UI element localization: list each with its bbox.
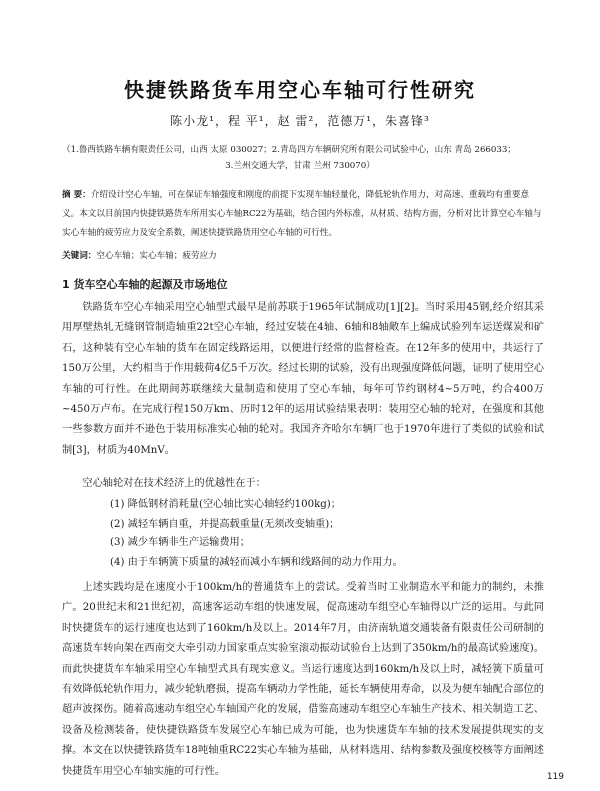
- affiliation-line-2: 3.兰州交通大学，甘肃 兰州 730070）: [225, 161, 375, 171]
- section-1-paragraph-2: 上述实践均是在速度小于100km/h的普通货车上的尝试。受着当时工业制造水平和能力的制约，未推广。20世纪末和21世纪初，高速客运动车组的快速发展，促高速动车组空心车轴得以广泛的运用。与此同时快捷货车的运行速度也达到了160km/h及以上。2014年7月，由济南轨道交通装备有限责任公司研制的高速货车转向架在西南交大牵引动力国家重点实验室滚动振动试验台上达到了350km/h的最高试验速度)。而此快捷货车车轴采用空心车轴型式具有现实意义。当运行速度达到160km/h及以上时，减轻簧下质量可有效降低轮轨作用力，减少轮轨磨损，提高车辆动力学性能，延长车辆使用寿命，以及为便车轴配合部位的超声波探伤。随着高速动车组空心车轴国产化的发展，借鉴高速动车组空心车轴生产技术、相关制造工艺、设备及检测装备，使快捷铁路货车发展空心车轴已成为可能，也为快速货车车轴的技术发展提供现实的支撑。本文在以快捷铁路货车18吨轴重RC22实心车轴为基础，从材料选用、结构参数及强度校核等方面阐述快捷货车用空心车轴实施的可行性。: [62, 582, 544, 777]
- advantage-list-item: (2) 减轻车辆自重，并提高载重量(无须改变轴重)；: [110, 519, 340, 530]
- advantage-list-item: (1) 降低钢材消耗量(空心轴比实心轴轻约100kg)；: [110, 499, 341, 510]
- section-1-heading: 1 货车空心车轴的起源及市场地位: [62, 278, 228, 291]
- author-list: 陈小龙¹，程 平¹，赵 雷²，范德万¹，朱喜锋³: [170, 114, 430, 128]
- abstract: [62, 186, 542, 243]
- abstract-text: 介绍设计空心车轴，可在保证车轴强度和刚度的前提下实现车轴轻量化，降低轮轨作用力，对高速、重载均有重要意义。本文以目前国内快捷铁路货车所用实心车轴RC22为基础，结合国内外标准，从材质、结构方面，分析对比计算空心车轴与实心车轴的疲劳应力及安全系数，阐述快捷铁路货用空心车轴的可行性。: [62, 190, 542, 238]
- keywords-text: 空心车轴；实心车轴；疲劳应力: [96, 251, 217, 261]
- paper-title: 快捷铁路货车用空心车轴可行性研究: [124, 78, 476, 102]
- advantage-list-item: (3) 减少车辆非生产运输费用；: [110, 537, 250, 548]
- page-number: 119: [546, 772, 564, 782]
- abstract-label: 摘 要：: [62, 190, 91, 200]
- keywords: [62, 249, 217, 263]
- affiliation-line-1: （1.鲁西铁路车辆有限责任公司，山西 太原 030027；2.青岛四方车辆研究所有限公司试验中心，山东 青岛 266033；: [62, 145, 516, 155]
- section-1-paragraph-1: 铁路货车空心车轴采用空心轴型式最早是前苏联于1965年试制成功[1][2]。当时采用45钢,经介绍其采用厚壁热轧无缝钢管制造轴重22t空心车轴，经过安装在4轴、6轴和8轴敞车上编成试验列车运送煤炭和矿石，这种装有空心车轴的货车在固定线路运用，以便进行经常的监督检查。在12年多的使用中，共运行了150万公里，大约相当于作用载荷4亿5千万次。经过长期的试验，没有出现强度降低问题，证明了使用空心车轴的可行性。在此期间苏联继续大量制造和使用了空心车轴，每年可节约钢材4~5万吨，约合400万~450万卢布。在完成行程150万km、历时12年的运用试验结果表明：装用空心轴的轮对，在强度和其他一些参数方面并不逊色于装用标准实心轴的轮对。我国齐齐哈尔车辆厂也于1970年进行了类似的试验和试制[3]，材质为40MnV。: [62, 302, 544, 456]
- advantage-list-item: (4) 由于车辆簧下质量的减轻而减小车辆和线路间的动力作用力。: [110, 557, 403, 568]
- list-intro: 空心轴轮对在技术经济上的优越性在于：: [82, 478, 266, 489]
- keywords-label: 关键词：: [62, 251, 97, 261]
